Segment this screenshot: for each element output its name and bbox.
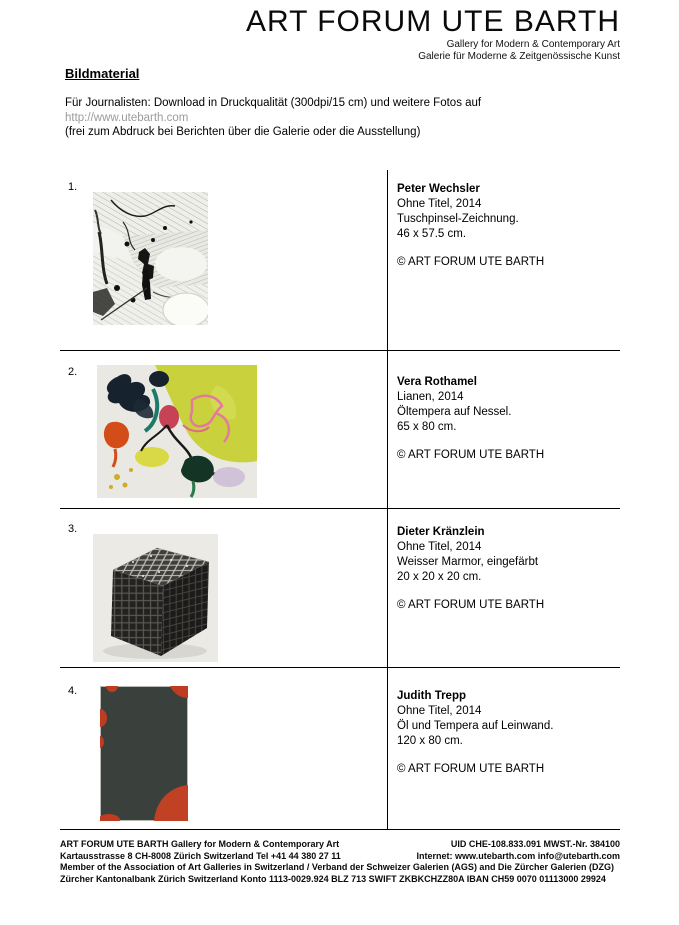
artwork-info-cell [387,668,620,829]
copyright-line: © ART FORUM UTE BARTH [397,599,545,611]
gallery-title: ART FORUM UTE BARTH [245,5,620,38]
artwork-image-ink-drawing [93,192,208,325]
item-number: 2. [68,366,78,378]
artwork-image-cell [60,170,387,350]
artwork-info-cell [387,170,620,350]
work-dimensions: 120 x 80 cm. [397,735,463,747]
artwork-image-cell [60,351,387,508]
footer-membership: Member of the Association of Art Galleries in Switzerland / Verband der Schweizer Galerien (AGS) and Die Zürcher Galerien (DZG) [60,862,614,872]
gallery-header [246,5,620,63]
artwork-list [60,170,620,830]
artwork-info-cell [387,351,620,508]
work-medium: Weisser Marmor, eingefärbt [397,556,539,568]
artist-name: Dieter Kränzlein [397,526,485,538]
artwork-info-cell [387,509,620,667]
copyright-line: © ART FORUM UTE BARTH [397,449,545,461]
item-number: 1. [68,181,78,193]
gallery-website-link[interactable]: http://www.utebarth.com [65,111,189,124]
list-item [60,509,620,668]
artist-name: Peter Wechsler [397,183,480,195]
work-medium: Öltempera auf Nessel. [397,406,512,418]
artist-name: Judith Trepp [397,690,466,702]
item-number: 4. [68,685,78,697]
list-item [60,170,620,351]
intro-line-2: (frei zum Abdruck bei Berichten über die Galerie oder die Ausstellung) [65,126,421,138]
item-number: 3. [68,523,78,535]
work-dimensions: 46 x 57.5 cm. [397,228,467,240]
copyright-line: © ART FORUM UTE BARTH [397,763,545,775]
footer-internet: Internet: www.utebarth.com info@utebarth.com [416,850,620,861]
work-title: Ohne Titel, 2014 [397,541,482,553]
list-item [60,351,620,509]
artist-name: Vera Rothamel [397,376,477,388]
footer-bank: Zürcher Kantonalbank Zürich Switzerland Konto 1113-0029.924 BLZ 713 SWIFT ZKBKCHZZ80A IBAN CH59 0070 01113000 29924 [60,873,606,884]
work-medium: Öl und Tempera auf Leinwand. [397,720,554,732]
list-item [60,668,620,830]
gallery-footer [60,839,620,885]
work-dimensions: 20 x 20 x 20 cm. [397,571,482,583]
gallery-subtitle-en: Gallery for Modern & Contemporary Art [446,39,620,50]
work-dimensions: 65 x 80 cm. [397,421,457,433]
work-medium: Tuschpinsel-Zeichnung. [397,213,519,225]
copyright-line: © ART FORUM UTE BARTH [397,256,545,268]
artwork-image-cell [60,509,387,667]
artwork-image-marble-cube [93,534,218,662]
artwork-image-cell [60,668,387,829]
work-title: Ohne Titel, 2014 [397,198,482,210]
artwork-image-dark-canvas [100,686,188,821]
intro-paragraph [65,96,585,140]
intro-line-1: Für Journalisten: Download in Druckqualität (300dpi/15 cm) und weitere Fotos auf [65,97,482,109]
work-title: Ohne Titel, 2014 [397,705,482,717]
footer-gallery-name: ART FORUM UTE BARTH Gallery for Modern & Contemporary Art [60,839,340,849]
footer-uid: UID CHE-108.833.091 MWST.-Nr. 384100 [450,839,620,849]
footer-address: Kartausstrasse 8 CH-8008 Zürich Switzerland Tel +41 44 380 27 11 [60,850,341,861]
page-title: Bildmaterial [65,66,140,81]
gallery-subtitle-de: Galerie für Moderne & Zeitgenössische Kunst [418,51,620,62]
artwork-image-abstract-painting [97,365,257,498]
work-title: Lianen, 2014 [397,391,464,403]
